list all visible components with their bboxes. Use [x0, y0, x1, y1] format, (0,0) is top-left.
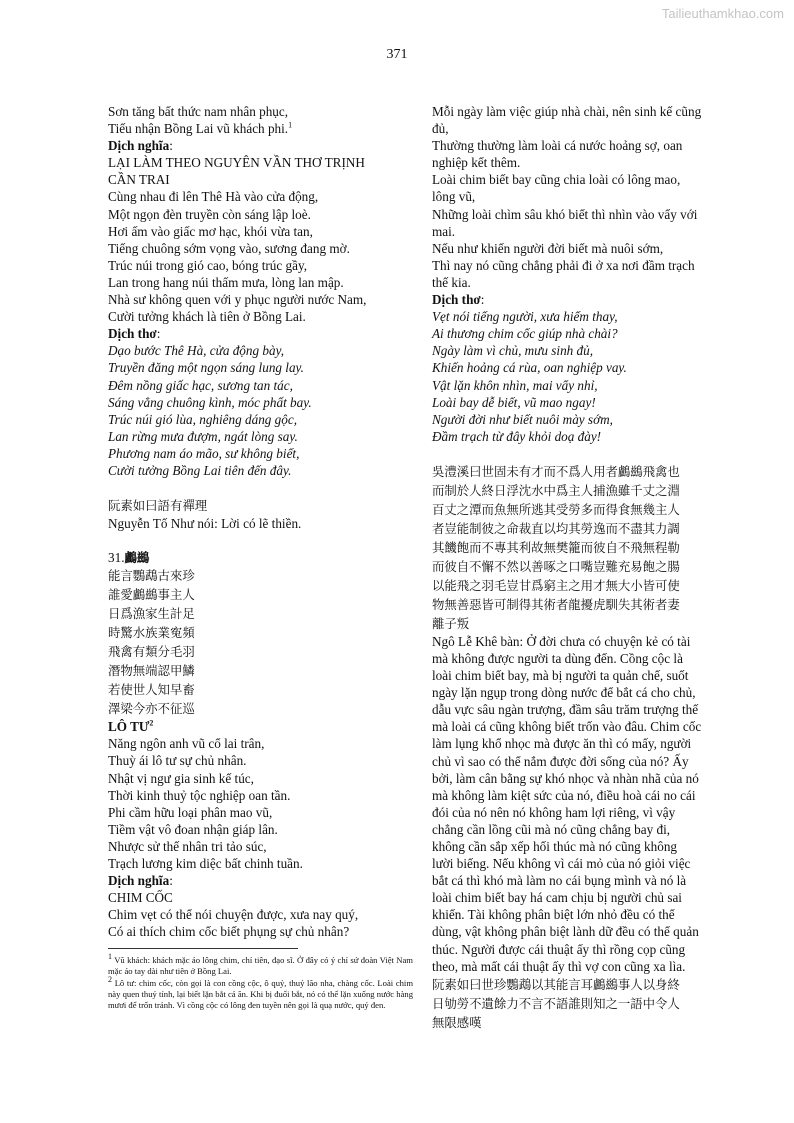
- comment-han-line: 物無善惡皆可制得其術者龍擾虎馴失其術者妻: [432, 596, 680, 612]
- opening-line: Sơn tăng bất thức nam nhân phục,: [108, 104, 289, 119]
- poem-line: Người đời như biết nuôi mày sớm,: [432, 411, 613, 427]
- comment-viet: Nguyễn Tố Như nói: Lời có lẽ thiền.: [108, 516, 302, 532]
- comment-viet-line: bởi, làm cân bằng sự khó nhọc và nhàn nhã của nó: [432, 770, 699, 786]
- left-column: [108, 103, 408, 940]
- poem-line: Dạo bước Thê Hà, cửa động bày,: [108, 343, 284, 359]
- meaning-label: Dịch nghĩa:: [108, 138, 173, 154]
- comment-viet-line: thúc. Người được cái thuật ấy thì rồng cọp cũng: [432, 941, 686, 957]
- comment-han-line: 吳澧溪曰世固未有才而不爲人用者鸕鷀飛禽也: [432, 463, 680, 479]
- poem-line: Cười tưởng Bồng Lai tiên đến đây.: [108, 462, 292, 478]
- meaning-title: LẠI LÀM THEO NGUYÊN VẦN THƠ TRỊNH: [108, 155, 365, 171]
- poem31-line: Trạch lương kim diệc bất chinh tuần.: [108, 856, 303, 871]
- comment-viet-line: loài chim biết bay há cam chịu bị người chủ sai: [432, 890, 682, 906]
- comment-viet-line: chẳng cần lồng cũi mà nó cũng chẳng bay đi,: [432, 821, 671, 837]
- comment-han-line: 百丈之潭而魚無所逃其受勞多而得食無幾主人: [432, 501, 680, 517]
- comment-viet-line: mà loài cá cũng không biết trốn vào đâu. Chim cốc: [432, 719, 702, 735]
- comment-viet-line: bắt cá thì khó mà làm no cái bụng mình và nó là: [432, 873, 687, 889]
- comment-han-line: 者豈能制彼之命裁直以均其勞逸而不盡其力調: [432, 520, 680, 536]
- poem-line: Trúc núi gió lùa, nghiêng dáng gộc,: [108, 411, 298, 427]
- meaning-line: mai.: [432, 223, 456, 239]
- poem31-line: Nhược sử thế nhân tri tảo súc,: [108, 838, 267, 854]
- meaning-line: đủ,: [432, 121, 449, 137]
- poem-line: Loài bay dễ biết, vũ mao ngay!: [432, 394, 596, 410]
- comment-viet-line: dẫu vực sâu ngàn trượng, đầm sâu trăm trượng thế: [432, 702, 699, 718]
- poem-label: Dịch thơ:: [432, 292, 485, 308]
- comment-han-line: 離子叛: [432, 615, 470, 631]
- poem31-line: Thời kinh thuỷ tộc nghiệp oan tần.: [108, 787, 291, 803]
- poem-line: Phương nam áo mão, sư không biết,: [108, 445, 300, 461]
- comment-han-line: 以能飛之羽毛豈甘爲窮主之用才無大小皆可使: [432, 577, 680, 593]
- footnote-1: $^1$ Vũ khách: khách mặc áo lông chim, chỉ tiên, đạo sĩ. Ở đây có ý chỉ sứ đoàn Việt Nam mặc áo tay dài như tiên ở Bồng Lai.: [108, 952, 413, 976]
- opening-line: Tiếu nhận Bồng Lai vũ khách phi.$^1$: [108, 120, 293, 137]
- comment-viet-line: đói của nó nên nó không ham lợi riêng, vì vậy: [432, 804, 676, 820]
- poem-label: Dịch thơ:: [108, 326, 161, 342]
- poem-line: Vẹt nói tiếng người, xưa hiếm thay,: [432, 309, 618, 325]
- comment-viet-line: khiến. Tài không phân biệt lớn nhỏ đều có thể: [432, 907, 675, 923]
- closing-han-line: 日劬勞不遺餘力不言不語誰則知之一語中令人: [432, 995, 680, 1011]
- poem31-meaning-label: Dịch nghĩa:: [108, 873, 173, 889]
- meaning-line: Tiếng chuông sớm vọng vào, sương đang mờ.: [108, 240, 350, 256]
- page-number: 371: [386, 47, 408, 62]
- meaning-line: Những loài chìm sâu khó biết thì nhìn vào vẩy với: [432, 206, 698, 222]
- poem31-han-line: 若使世人知早畜: [108, 682, 195, 698]
- comment-viet-line: dùng, vật không phân biệt lành dữ đều có thể quản: [432, 924, 699, 940]
- meaning-line: Hơi ấm vào giấc mơ hạc, khói vừa tan,: [108, 223, 313, 239]
- poem-line: Đêm nồng giấc hạc, sương tan tác,: [108, 377, 293, 393]
- poem31-han-line: 誰愛鸕鷀事主人: [108, 587, 195, 603]
- meaning-line: thế kia.: [432, 274, 471, 290]
- footnote-2: $^2$ Lô tư: chim cốc, còn gọi là con cồng cộc, ô quỷ, thuỷ lão nha, chàng cốc. Loài chim này quen thuỷ tính, lại biết lặn bắt cá ăn. Khi bị đuổi bắt, nó có thể lặn xuống nước hàng mươi để trốn tránh. Vì cồng cộc có lông đen tuyền nên gọi là quạ nước, quỷ đen.: [108, 975, 413, 1010]
- comment-viet-line: lười biếng. Nếu không vì cái mỏ của nó giỏi việc: [432, 856, 691, 872]
- footnote-ref: 1: [288, 120, 293, 130]
- comment-han-line: 而制於人終日浮沈水中爲主人捕漁雖千丈之淵: [432, 482, 680, 498]
- comment-viet-line: chủ vì sao có thể nắm được đời sống của nó? Ấy: [432, 753, 689, 769]
- meaning-line: nghiệp kết thêm.: [432, 155, 521, 171]
- meaning-line: Lan trong hang núi thấm mưa, lòng lan mập.: [108, 274, 344, 290]
- poem31-han-line: 飛禽有類分毛羽: [108, 644, 195, 660]
- comment-han-line: 而彼自不懈不然以善啄之口嘴豈難充易飽之腸: [432, 558, 680, 574]
- meaning-line: Nếu như khiến người đời biết mà nuôi sớm,: [432, 240, 664, 256]
- meaning-line: Trúc núi trong gió cao, bóng trúc gầy,: [108, 257, 308, 273]
- comment-viet-line: ngày lặn ngụp trong dòng nước để bắt cá cho chủ,: [432, 685, 696, 701]
- poem-line: Đầm trạch từ đây khỏi doạ đày!: [432, 428, 602, 444]
- footnote-ref: 2: [149, 718, 154, 728]
- poem31-han-line: 澤梁今亦不征巡: [108, 701, 195, 717]
- meaning-line: Cùng nhau đi lên Thê Hà vào cửa động,: [108, 189, 319, 205]
- poem31-meaning-title: CHIM CỐC: [108, 890, 173, 906]
- comment-han-line: 其饑飽而不專其利故無樊籠而彼自不飛無程勒: [432, 539, 680, 555]
- meaning-line: Nhà sư không quen với y phục người nước Nam,: [108, 292, 367, 308]
- comment-han: 阮素如曰語有禪理: [108, 498, 208, 514]
- right-column: [432, 103, 762, 1032]
- comment-viet-line: không cần sắp xếp hối thúc mà nó cũng không: [432, 839, 678, 854]
- comment-viet-line: Ngô Lễ Khê bàn: Ở đời chưa có chuyện kẻ có tài: [432, 633, 691, 649]
- poem31-meaning-line: Chim vẹt có thể nói chuyện được, xưa nay quý,: [108, 907, 359, 923]
- poem31-meaning-line: Có ai thích chim cốc biết phụng sự chủ nhân?: [108, 924, 350, 940]
- poem31-han-line: 潛物無端認甲鱗: [108, 663, 195, 679]
- footnotes: [108, 952, 413, 1012]
- poem31-han-line: 能言鸚鵡古來珍: [108, 568, 195, 584]
- comment-viet-line: loài chim biết bay, mà bị người ta quản chế, suốt: [432, 668, 689, 684]
- meaning-line: Một ngọn đèn truyền còn sáng lập loè.: [108, 206, 311, 222]
- comment-viet-line: mà không làm kiệt sức của nó, điều hoà cái no cái: [432, 787, 696, 803]
- poem31-line: Nhật vị ngư gia sinh kế túc,: [108, 770, 254, 786]
- poem31-line: Tiềm vật vô đoan nhận giáp lân.: [108, 821, 278, 837]
- poem31-line: Phi cầm hữu loại phân mao vũ,: [108, 804, 273, 820]
- comment-viet-line: mà không được người ta dùng đến. Cồng cộc là: [432, 650, 683, 666]
- poem-line: Sáng vẳng chuông kình, móc phất bay.: [108, 394, 312, 410]
- meaning-title: CẦN TRAI: [108, 172, 170, 188]
- poem31-heading: 31.鸕鷀: [108, 550, 150, 566]
- poem31-han-line: 時驚水族業寃頻: [108, 625, 195, 641]
- meaning-line: Thì nay nó cũng chẳng phải đi ở xa nơi đầm trạch: [432, 257, 695, 273]
- poem31-title: LÔ $TƯ^2$: [108, 718, 154, 735]
- comment-viet-line: theo, mà mất cái thuật ấy thì vợ con cũng xa lìa.: [432, 958, 686, 974]
- poem-line: Truyền đăng một ngọn sáng lung lay.: [108, 360, 304, 376]
- poem31-line: Năng ngôn anh vũ cổ lai trân,: [108, 736, 265, 752]
- poem-line: Vật lặn khôn nhìn, mai vẩy nhỉ,: [432, 377, 598, 393]
- poem-line: Lan rừng mưa đượm, ngát lòng say.: [108, 428, 298, 444]
- footnote-divider: [108, 948, 298, 949]
- meaning-line: lông vũ,: [432, 189, 476, 205]
- meaning-line: Cười tưởng khách là tiên ở Bồng Lai.: [108, 309, 306, 325]
- poem-line: Khiến hoảng cá rùa, oan nghiệp vay.: [432, 360, 627, 376]
- meaning-line: Loài chim biết bay cũng chia loài có lông mao,: [432, 172, 681, 188]
- watermark: Tailieuthamkhao.com: [661, 6, 784, 21]
- poem-line: Ngày làm vì chủ, mưu sinh đủ,: [432, 343, 594, 359]
- poem31-line: Thuỳ ái lô tư sự chủ nhân.: [108, 753, 247, 769]
- closing-han-line: 無限感嘆: [432, 1014, 482, 1030]
- comment-viet-line: làm lụng khổ nhọc mà được ăn thì có mấy, người: [432, 736, 692, 752]
- meaning-line: Thường thường làm loài cá nước hoảng sợ, oan: [432, 138, 683, 154]
- closing-han-line: 阮素如曰世珍鸚鵡以其能言耳鸕鷀事人以身終: [432, 976, 680, 992]
- meaning-line: Mỗi ngày làm việc giúp nhà chài, nên sinh kế cũng: [432, 104, 702, 119]
- poem-line: Ai thương chim cốc giúp nhà chài?: [432, 326, 618, 342]
- poem31-han-line: 日爲漁家生計足: [108, 606, 195, 622]
